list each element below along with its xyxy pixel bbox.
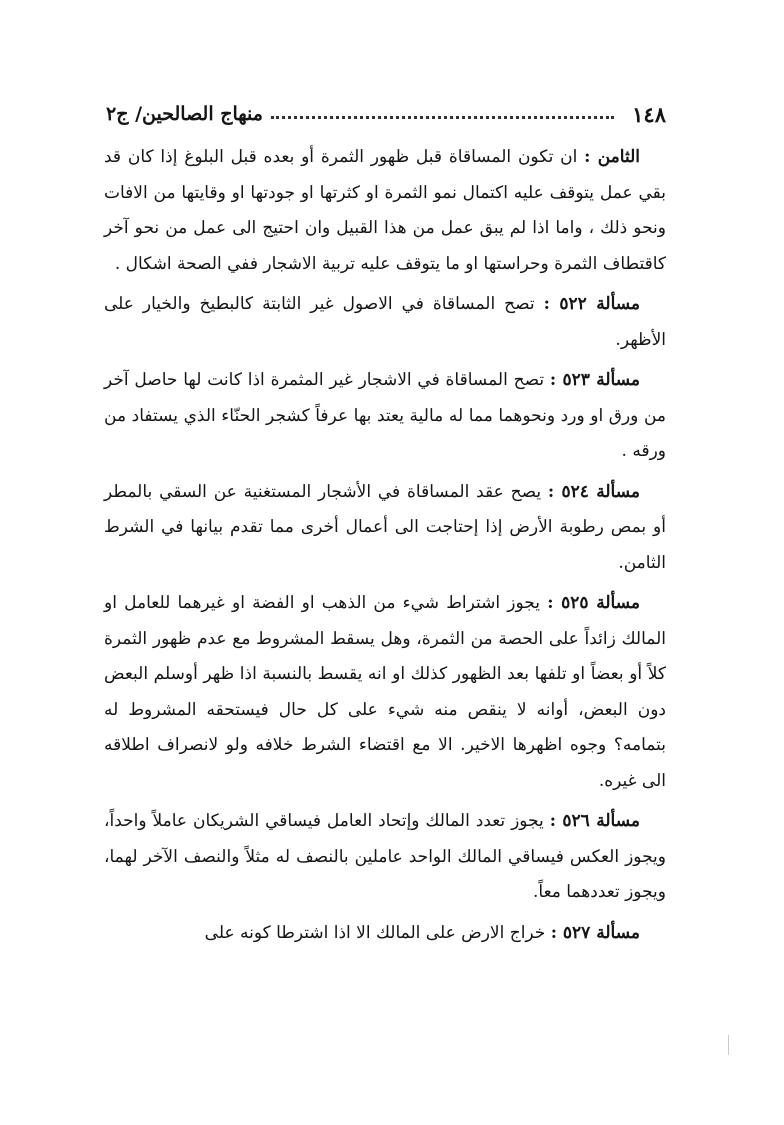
paragraph-text: يجوز تعدد المالك وإتحاد العامل فيساقي الشريكان عاملاً واحداً، ويجوز العكس فيساقي المالك الواحد عاملين بالنصف له مثلاً والنصف الآخر لهما، ويجوز تعددهما معاً. [104, 811, 666, 902]
paragraph-text: تصح المساقاة في الاصول غير الثابتة كالبطيخ والخيار على الأظهر. [104, 294, 666, 350]
scan-margin-mark [728, 1035, 729, 1055]
paragraph-issue-523 [104, 363, 666, 470]
paragraph-text: تصح المساقاة في الاشجار غير المثمرة اذا كانت لها حاصل آخر من ورق او ورد ونحوهما مما له مالية يعتد بها عرفاً كشجر الحنّاء الذي يستفاد من ورقه . [104, 370, 666, 461]
page-number: ١٤٨ [632, 101, 666, 127]
paragraph-text: يجوز اشتراط شيء من الذهب او الفضة او غيرهما للعامل او المالك زائداً على الحصة من الثمرة، وهل يسقط المشروط مع عدم ظهور الثمرة كلاً أو بعضاً او تلفها بعد الظهور كذلك او انه يقسط بالنسبة اذا ظهر أوسلم البعض دون البعض، أوانه لا ينقص منه شيء على كل حال فيستحقه المشروط له بتمامه؟ وجوه اظهرها الاخير. الا مع اقتضاء الشرط خلافه ولو لانصراف اطلاقه الى غيره. [104, 593, 666, 791]
paragraph-label: مسألة ٥٢٦ : [549, 811, 641, 831]
header-dot-leader [271, 116, 614, 119]
paragraph-issue-526 [104, 804, 666, 911]
paragraph-label: مسألة ٥٢٧ : [550, 922, 640, 943]
running-title: منهاج الصالحين/ ج٢ [106, 103, 263, 125]
paragraph-text: يصح عقد المساقاة في الأشجار المستغنية عن السقي بالمطر أو بمص رطوبة الأرض إذا إحتاجت الى أعمال أخرى مما تقدم بيانها في الشرط الثامن. [104, 481, 666, 573]
paragraph-issue-524 [104, 475, 666, 582]
paragraph-label: مسألة ٥٢٤ : [547, 481, 641, 502]
paragraph-label: مسألة ٥٢٥ : [547, 593, 640, 613]
page-body [104, 140, 666, 956]
paragraph-eighth-condition [104, 140, 666, 282]
paragraph-text: ان تكون المساقاة قبل ظهور الثمرة أو بعده قبل البلوغ إذا كان قد بقي عمل يتوقف عليه اكتمال نمو الثمرة او كثرتها او جودتها او وقايتها من الافات ونحو ذلك ، واما اذا لم يبق عمل من هذا القبيل وان احتيج الى عمل من نحو آخر كاقتطاف الثمرة وحراستها او ما يتوقف عليه تربية الاشجار ففي الصحة اشكال . [104, 147, 666, 274]
page-header [106, 96, 666, 132]
paragraph-label: مسألة ٥٢٢ : [543, 294, 641, 314]
paragraph-text: خراج الارض على المالك الا اذا اشترطا كونه على [204, 922, 546, 943]
paragraph-issue-522 [104, 287, 666, 358]
paragraph-label: مسألة ٥٢٣ : [549, 370, 640, 390]
paragraph-label: الثامن : [584, 147, 641, 167]
paragraph-issue-525 [104, 586, 666, 799]
paragraph-issue-527 [104, 916, 666, 952]
